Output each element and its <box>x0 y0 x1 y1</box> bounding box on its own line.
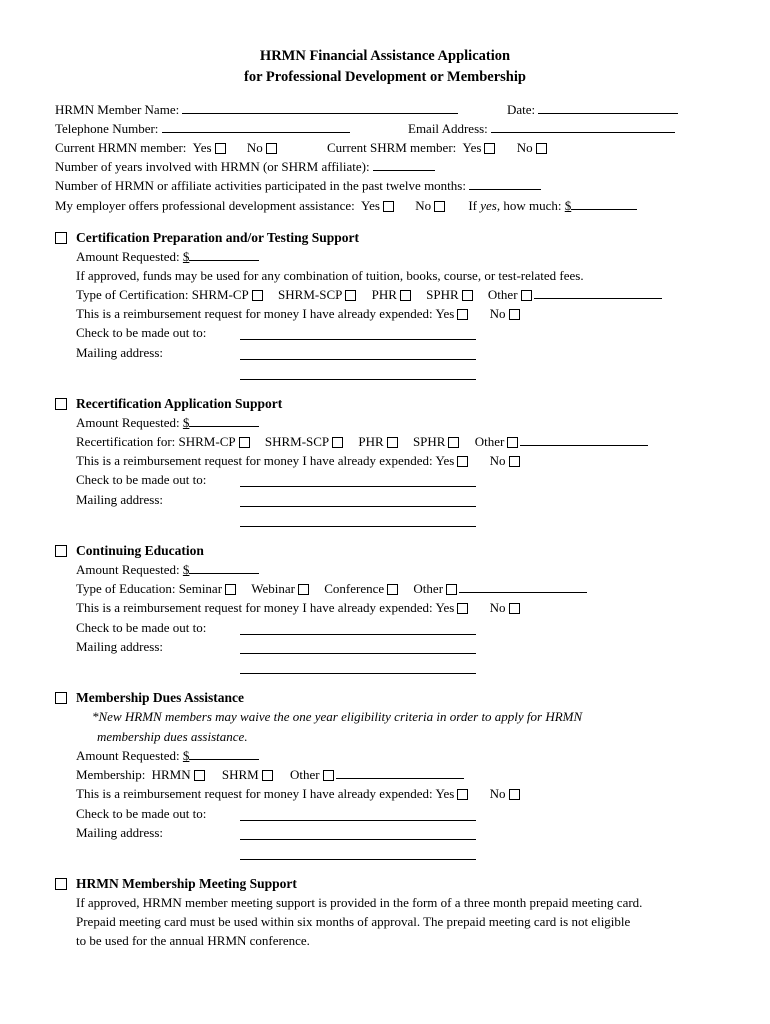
activities-field[interactable] <box>469 177 541 190</box>
sec1-opt1-label: SHRM-CP <box>191 287 249 302</box>
sec3-yes-checkbox[interactable] <box>457 603 468 614</box>
shrm-no-checkbox[interactable] <box>536 143 547 154</box>
sec4-note-line2: membership dues assistance. <box>97 729 248 744</box>
sec1-other-checkbox[interactable] <box>521 290 532 301</box>
hrmn-yes-label: Yes <box>192 140 212 155</box>
shrm-yes-checkbox[interactable] <box>484 143 495 154</box>
shrm-no-label: No <box>516 140 533 155</box>
sec4-check-label: Check to be made out to: <box>76 806 207 821</box>
sec4-opt2-label: SHRM <box>221 767 259 782</box>
sec2-mailing-field-2[interactable] <box>240 514 476 527</box>
sec4-type-label: Membership: <box>76 767 146 782</box>
date-field[interactable] <box>538 101 678 114</box>
sec2-reimb-label: This is a reimbursement request for money I have already expended: <box>76 453 433 468</box>
sec3-reimb-row <box>76 599 522 616</box>
hrmn-no-label: No <box>246 140 263 155</box>
sec3-yes-label: Yes <box>435 600 455 615</box>
sec2-other-label: Other <box>474 434 505 449</box>
meeting-support-section-title: HRMN Membership Meeting Support <box>76 876 297 891</box>
telephone-field[interactable] <box>162 120 350 133</box>
years-row <box>55 158 435 175</box>
current-shrm-label: Current SHRM member: <box>327 140 457 155</box>
sec3-opt2-checkbox[interactable] <box>298 584 309 595</box>
sec2-type-label: Recertification for: <box>76 434 176 449</box>
form-title: HRMN Financial Assistance Application <box>259 48 511 64</box>
sec3-opt2-label: Webinar <box>251 581 295 596</box>
employer-no-checkbox[interactable] <box>434 201 445 212</box>
sec3-opt1-checkbox[interactable] <box>225 584 236 595</box>
sec2-other-field[interactable] <box>520 433 648 446</box>
form-subtitle: for Professional Development or Membership <box>244 69 526 85</box>
sec3-mailing-field-2[interactable] <box>240 661 476 674</box>
sec2-check-field[interactable] <box>240 474 476 487</box>
sec5-line2: Prepaid meeting card must be used within six months of approval. The prepaid meeting card is not eligible <box>76 914 631 929</box>
sec3-mailing-label: Mailing address: <box>76 639 164 654</box>
sec2-check-label: Check to be made out to: <box>76 472 207 487</box>
sec4-note-line1: *New HRMN members may waive the one year eligibility criteria in order to apply for HRMN <box>92 709 583 724</box>
sec2-mailing-field-1[interactable] <box>240 494 476 507</box>
member-name-label: HRMN Member Name: <box>55 102 180 117</box>
sec3-check-label: Check to be made out to: <box>76 620 207 635</box>
sec2-opt1-label: SHRM-CP <box>178 434 236 449</box>
sec3-no-label: No <box>489 600 506 615</box>
sec2-mailing-label: Mailing address: <box>76 492 164 507</box>
sec1-other-label: Other <box>487 287 518 302</box>
sec1-other-field[interactable] <box>534 286 662 299</box>
recertification-section-title: Recertification Application Support <box>76 396 283 411</box>
date-label: Date: <box>507 102 536 117</box>
sec3-amount-row <box>76 561 259 578</box>
sec1-opt3-checkbox[interactable] <box>400 290 411 301</box>
sec5-line1: If approved, HRMN member meeting support is provided in the form of a three month prepaid meeting card. <box>76 895 643 910</box>
sec2-opt4-label: SPHR <box>412 434 446 449</box>
certification-section-title: Certification Preparation and/or Testing Support <box>76 230 360 245</box>
activities-row <box>55 177 541 194</box>
sec4-mailing-label: Mailing address: <box>76 825 164 840</box>
sec1-opt2-checkbox[interactable] <box>345 290 356 301</box>
sec4-no-label: No <box>489 786 506 801</box>
hrmn-no-checkbox[interactable] <box>266 143 277 154</box>
sec4-reimb-label: This is a reimbursement request for money I have already expended: <box>76 786 433 801</box>
sec1-mailing-label: Mailing address: <box>76 345 164 360</box>
sec1-no-checkbox[interactable] <box>509 309 520 320</box>
certification-section-checkbox[interactable] <box>55 232 67 244</box>
sec2-no-checkbox[interactable] <box>509 456 520 467</box>
sec4-opt2-checkbox[interactable] <box>262 770 273 781</box>
sec3-other-label: Other <box>413 581 444 596</box>
continuing-education-section-title: Continuing Education <box>76 543 204 558</box>
member-name-field[interactable] <box>182 101 458 114</box>
sec1-check-label: Check to be made out to: <box>76 325 207 340</box>
how-much-label: , how much: <box>496 198 562 213</box>
sec3-opt3-checkbox[interactable] <box>387 584 398 595</box>
years-label: Number of years involved with HRMN (or SHRM affiliate): <box>55 159 370 174</box>
sec3-amount-field[interactable] <box>189 561 259 574</box>
employer-yes-label: Yes <box>361 198 380 213</box>
sec2-opt1-checkbox[interactable] <box>239 437 250 448</box>
sec2-yes-checkbox[interactable] <box>457 456 468 467</box>
sec4-dollar: $ <box>182 748 190 763</box>
sec4-mailing-field-1[interactable] <box>240 827 476 840</box>
sec2-yes-label: Yes <box>435 453 455 468</box>
membership-dues-section-checkbox[interactable] <box>55 692 67 704</box>
sec3-other-field[interactable] <box>459 580 587 593</box>
sec2-amount-label: Amount Requested: <box>76 415 180 430</box>
sec1-no-label: No <box>489 306 506 321</box>
employer-label: My employer offers professional development assistance: <box>55 198 355 213</box>
email-label: Email Address: <box>408 121 488 136</box>
yes-italic-label: yes <box>480 198 497 213</box>
sec1-dollar: $ <box>182 249 190 264</box>
sec4-yes-label: Yes <box>435 786 455 801</box>
sec4-other-checkbox[interactable] <box>323 770 334 781</box>
sec1-opt4-label: SPHR <box>426 287 459 302</box>
sec4-opt1-checkbox[interactable] <box>194 770 205 781</box>
sec1-amount-field[interactable] <box>189 248 259 261</box>
sec2-opt2-checkbox[interactable] <box>332 437 343 448</box>
shrm-yes-label: Yes <box>462 140 482 155</box>
employer-row <box>55 197 637 214</box>
sec3-type-label: Type of Education: <box>76 581 176 596</box>
sec4-no-checkbox[interactable] <box>509 789 520 800</box>
sec2-other-checkbox[interactable] <box>507 437 518 448</box>
sec1-mailing-field-1[interactable] <box>240 347 476 360</box>
sec3-other-checkbox[interactable] <box>446 584 457 595</box>
sec2-opt4-checkbox[interactable] <box>448 437 459 448</box>
current-hrmn-row <box>55 139 279 156</box>
sec1-yes-label: Yes <box>435 306 455 321</box>
sec1-amount-label: Amount Requested: <box>76 249 180 264</box>
sec3-check-field[interactable] <box>240 622 476 635</box>
sec1-type-row <box>76 286 662 303</box>
member-name-row <box>55 101 458 118</box>
sec1-amount-row <box>76 248 259 265</box>
sec1-check-field[interactable] <box>240 327 476 340</box>
recertification-section-checkbox[interactable] <box>55 398 67 410</box>
sec3-dollar: $ <box>182 562 190 577</box>
sec2-dollar: $ <box>182 415 190 430</box>
current-hrmn-label: Current HRMN member: <box>55 140 187 155</box>
sec2-type-row <box>76 433 648 450</box>
sec2-no-label: No <box>489 453 506 468</box>
sec4-check-field[interactable] <box>240 808 476 821</box>
sec3-opt3-label: Conference <box>324 581 385 596</box>
sec1-opt1-checkbox[interactable] <box>252 290 263 301</box>
sec4-mailing-field-2[interactable] <box>240 847 476 860</box>
sec2-amount-field[interactable] <box>189 414 259 427</box>
membership-dues-section-title: Membership Dues Assistance <box>76 690 244 705</box>
sec4-opt1-label: HRMN <box>151 767 191 782</box>
sec4-amount-row <box>76 747 259 764</box>
email-field[interactable] <box>491 120 675 133</box>
sec3-type-row <box>76 580 587 597</box>
how-much-field[interactable] <box>571 197 637 210</box>
sec4-other-label: Other <box>289 767 320 782</box>
sec4-amount-field[interactable] <box>189 747 259 760</box>
sec1-opt4-checkbox[interactable] <box>462 290 473 301</box>
sec1-mailing-field-2[interactable] <box>240 367 476 380</box>
employer-no-label: No <box>415 198 432 213</box>
sec4-amount-label: Amount Requested: <box>76 748 180 763</box>
sec3-reimb-label: This is a reimbursement request for money I have already expended: <box>76 600 433 615</box>
how-much-dollar: $ <box>564 198 572 213</box>
sec4-reimb-row <box>76 785 522 802</box>
sec1-opt3-label: PHR <box>371 287 397 302</box>
activities-label: Number of HRMN or affiliate activities participated in the past twelve months: <box>55 178 466 193</box>
sec1-reimb-row <box>76 305 522 322</box>
sec4-type-row <box>76 766 464 783</box>
if-label: If <box>468 198 477 213</box>
sec2-opt2-label: SHRM-SCP <box>264 434 330 449</box>
sec1-type-label: Type of Certification: <box>76 287 189 302</box>
sec2-opt3-checkbox[interactable] <box>387 437 398 448</box>
sec2-reimb-row <box>76 452 522 469</box>
sec3-opt1-label: Seminar <box>178 581 223 596</box>
telephone-label: Telephone Number: <box>55 121 159 136</box>
hrmn-yes-checkbox[interactable] <box>215 143 226 154</box>
continuing-education-section-checkbox[interactable] <box>55 545 67 557</box>
sec3-mailing-field-1[interactable] <box>240 641 476 654</box>
sec4-yes-checkbox[interactable] <box>457 789 468 800</box>
email-row <box>408 120 675 137</box>
sec2-opt3-label: PHR <box>358 434 384 449</box>
sec4-other-field[interactable] <box>336 766 464 779</box>
employer-yes-checkbox[interactable] <box>383 201 394 212</box>
telephone-row <box>55 120 350 137</box>
sec1-note: If approved, funds may be used for any combination of tuition, books, course, or test-related fees. <box>76 268 584 283</box>
current-shrm-row <box>327 139 549 156</box>
sec1-reimb-label: This is a reimbursement request for money I have already expended: <box>76 306 433 321</box>
years-field[interactable] <box>373 158 435 171</box>
sec2-amount-row <box>76 414 259 431</box>
meeting-support-section-checkbox[interactable] <box>55 878 67 890</box>
sec1-yes-checkbox[interactable] <box>457 309 468 320</box>
sec5-line3: to be used for the annual HRMN conference. <box>76 933 310 948</box>
date-row <box>507 101 678 118</box>
sec3-amount-label: Amount Requested: <box>76 562 180 577</box>
sec1-opt2-label: SHRM-SCP <box>278 287 343 302</box>
sec3-no-checkbox[interactable] <box>509 603 520 614</box>
